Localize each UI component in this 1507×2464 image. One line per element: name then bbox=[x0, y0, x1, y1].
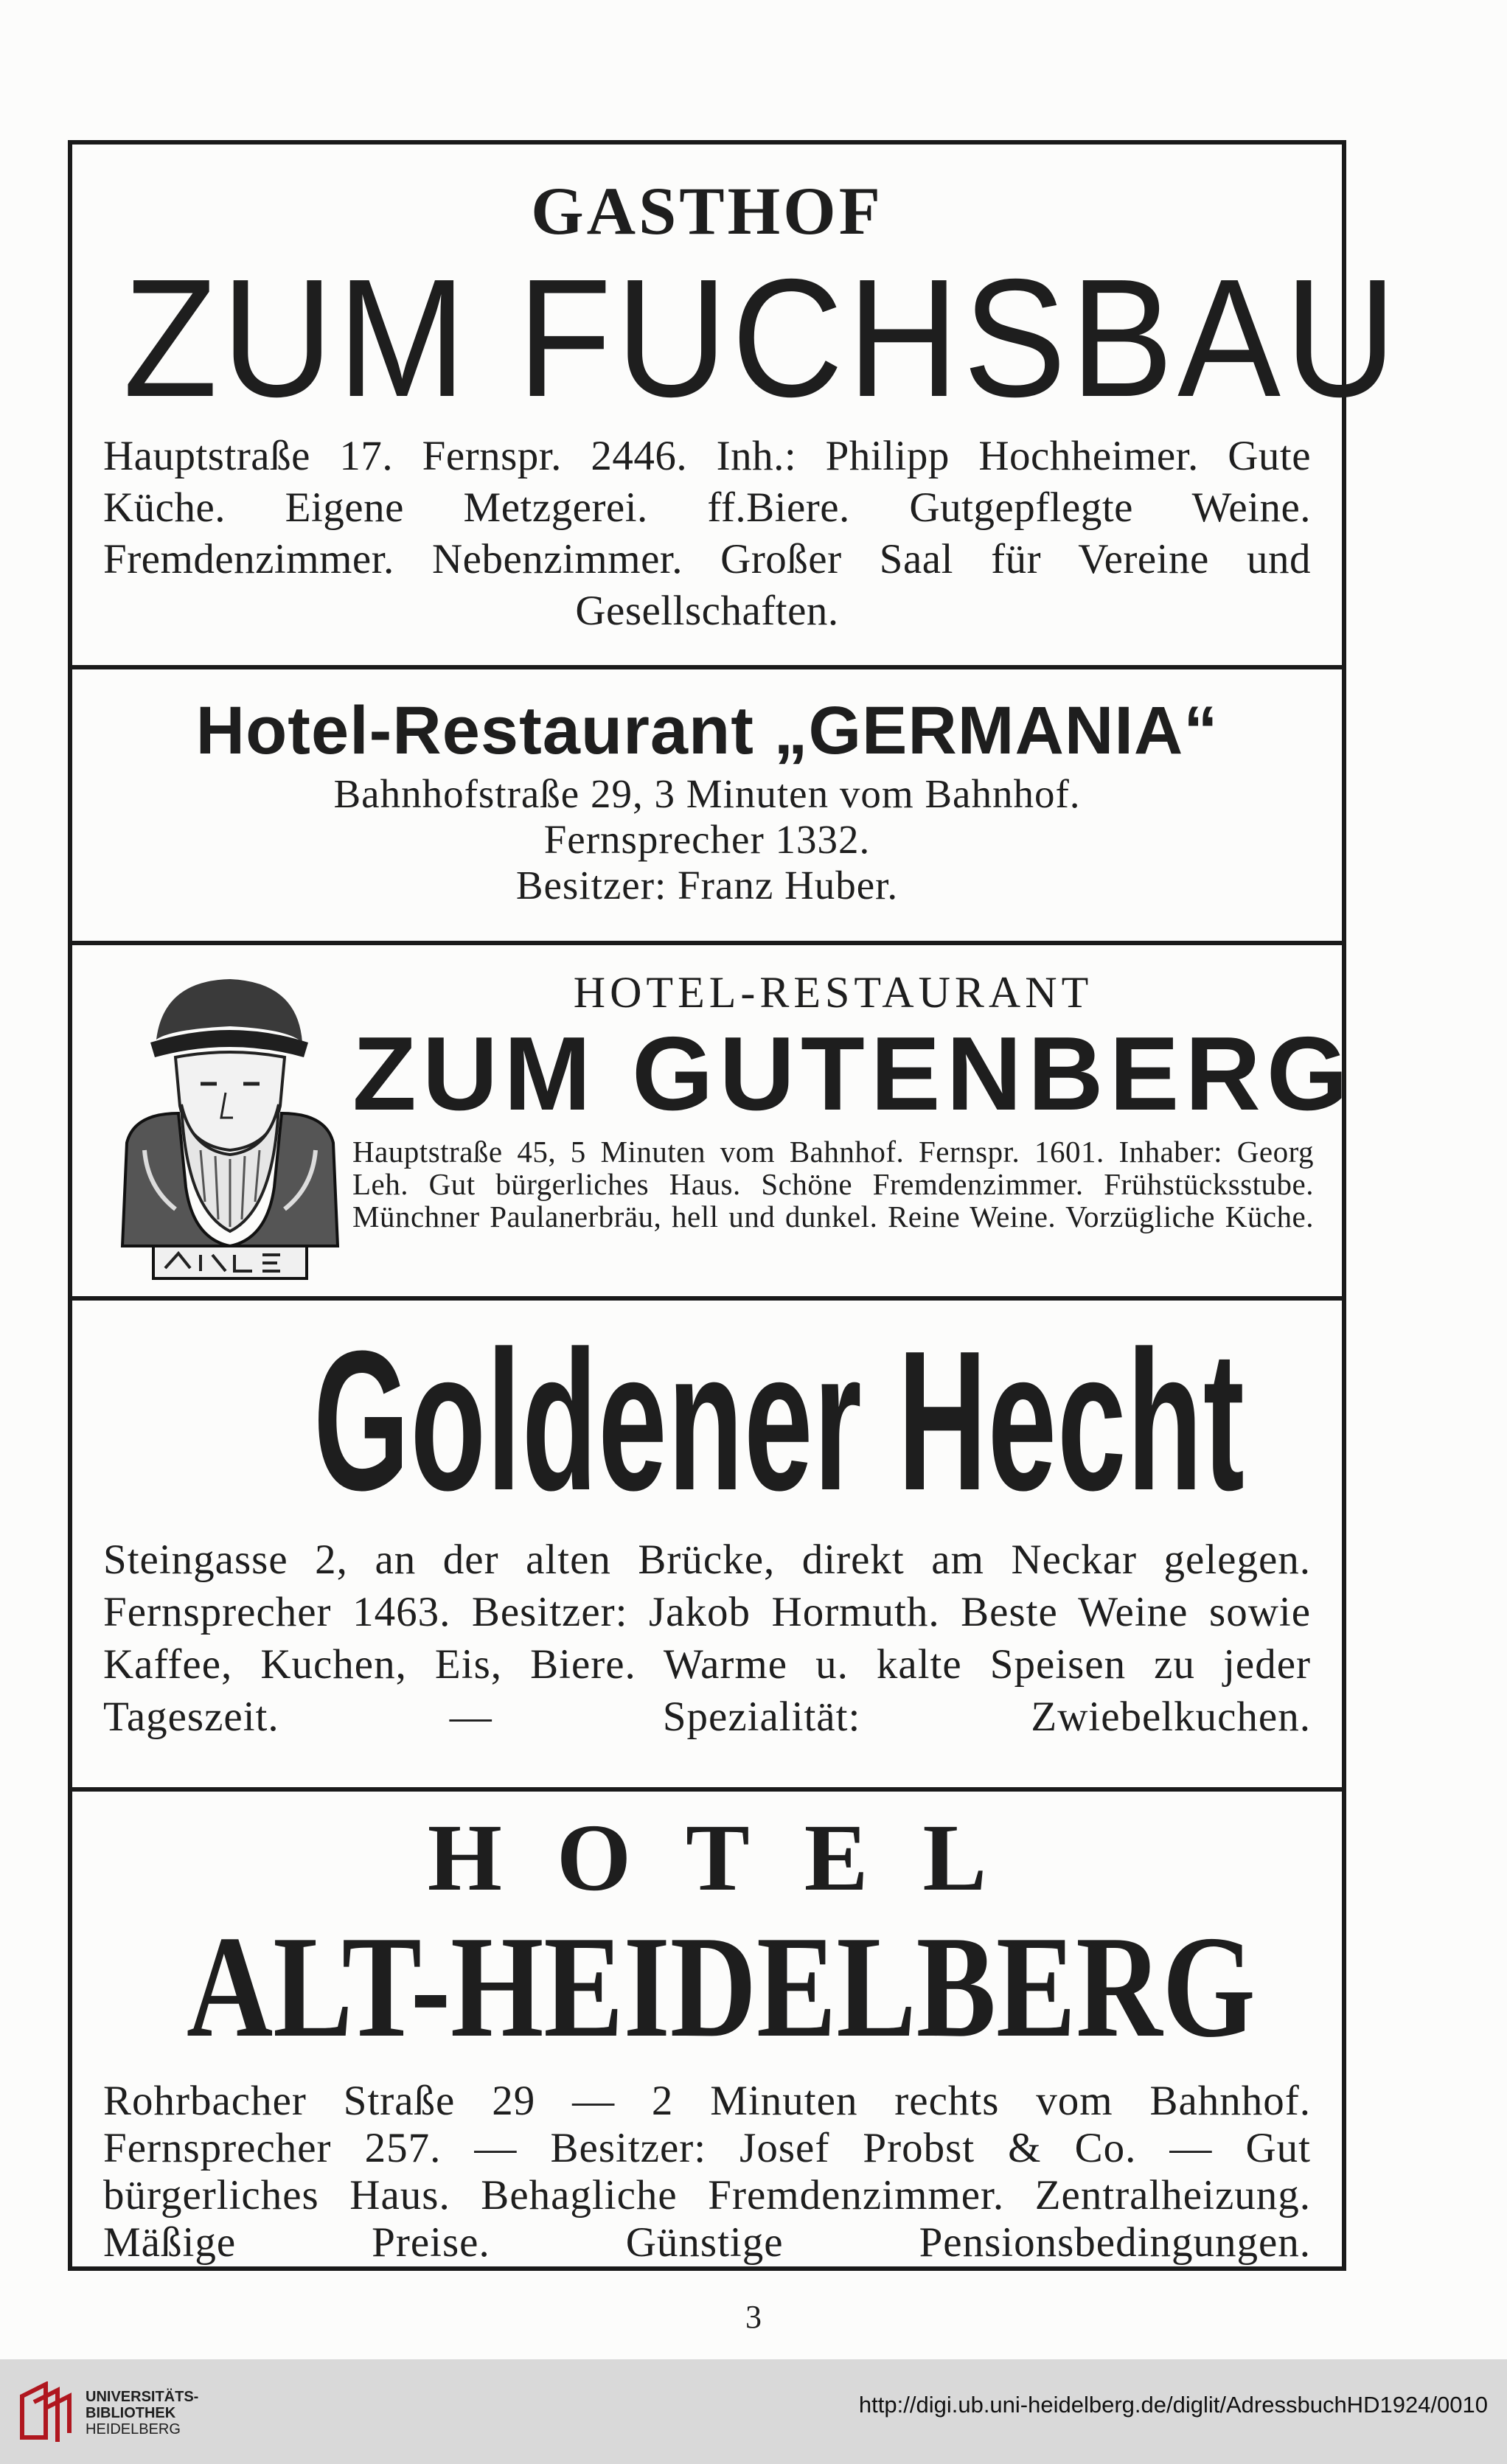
ad-title: ALT-HEIDELBERG bbox=[186, 1906, 1256, 2067]
ad-hotel-alt-heidelberg bbox=[72, 1787, 1342, 2271]
institution-line: UNIVERSITÄTS- bbox=[86, 2389, 199, 2405]
university-library-logo-icon bbox=[16, 2381, 74, 2443]
ad-phone-line: Fernsprecher 1332. bbox=[543, 817, 871, 862]
ad-body: Hauptstraße 45, 5 Minuten vom Bahnhof. Fernspr. 1601. Inhaber: Georg Leh. Gut bürgerliches Haus. Schöne Fremdenzimmer. Frühstücksstube. Münchner Paulanerbräu, hell und dunkel. Reine Weine. Vorzügliche Küche. bbox=[352, 1135, 1314, 1233]
ad-kicker: HOTEL bbox=[427, 1805, 1042, 1911]
gutenberg-bust-illustration bbox=[105, 966, 355, 1284]
ad-goldener-hecht bbox=[72, 1296, 1342, 1783]
ad-kicker: HOTEL-RESTAURANT bbox=[573, 968, 1093, 1017]
ad-hotel-germania bbox=[72, 665, 1342, 936]
ad-zum-gutenberg bbox=[72, 941, 1354, 1292]
institution-line: HEIDELBERG bbox=[86, 2421, 181, 2437]
permalink-url[interactable]: http://digi.ub.uni-heidelberg.de/diglit/AdressbuchHD1924/0010 bbox=[858, 2392, 1488, 2418]
ad-body: Rohrbacher Straße 29 — 2 Minuten rechts vom Bahnhof. Fernsprecher 257. — Besitzer: Josef Probst & Co. — Gut bürgerliches Haus. Behagliche Fremdenzimmer. Zentralheizung. Mäßige Preise. Günstige Pensionsbedingungen. bbox=[103, 2078, 1311, 2266]
ad-text-column bbox=[352, 966, 1354, 1233]
ad-body: Steingasse 2, an der alten Brücke, direkt am Neckar gelegen. Fernsprecher 1463. Besitzer: Jakob Hormuth. Beste Weine sowie Kaffee, Kuchen, Eis, Biere. Warme u. kalte Speisen zu jeder Tageszeit. — Spezialität: Zwiebelkuchen. bbox=[103, 1536, 1311, 1740]
ad-title: ZUM FUCHSBAU bbox=[122, 245, 1401, 432]
institution-line: BIBLIOTHEK bbox=[86, 2405, 176, 2421]
ad-body: Hauptstraße 17. Fernspr. 2446. Inh.: Philipp Hochheimer. Gute Küche. Eigene Metzgerei. ff.Biere. Gutgepflegte Weine. Fremdenzimmer. Nebenzimmer. Großer Saal für Vereine und Gesellschaften. bbox=[103, 433, 1311, 634]
ad-title: Goldener Hecht bbox=[313, 1310, 1245, 1532]
ad-title: ZUM GUTENBERG bbox=[352, 1015, 1354, 1132]
viewer-footer bbox=[0, 2359, 1507, 2464]
institution-name bbox=[86, 2389, 198, 2437]
advertisement-frame bbox=[68, 140, 1401, 2271]
ad-kicker: GASTHOF bbox=[531, 173, 883, 248]
ad-title: Hotel-Restaurant „GERMANIA“ bbox=[195, 693, 1219, 768]
page-number: 3 bbox=[745, 2299, 762, 2335]
ad-address-line: Bahnhofstraße 29, 3 Minuten vom Bahnhof. bbox=[333, 771, 1081, 816]
ad-owner-line: Besitzer: Franz Huber. bbox=[515, 863, 899, 908]
ad-gasthof-zum-fuchsbau bbox=[72, 145, 1401, 661]
